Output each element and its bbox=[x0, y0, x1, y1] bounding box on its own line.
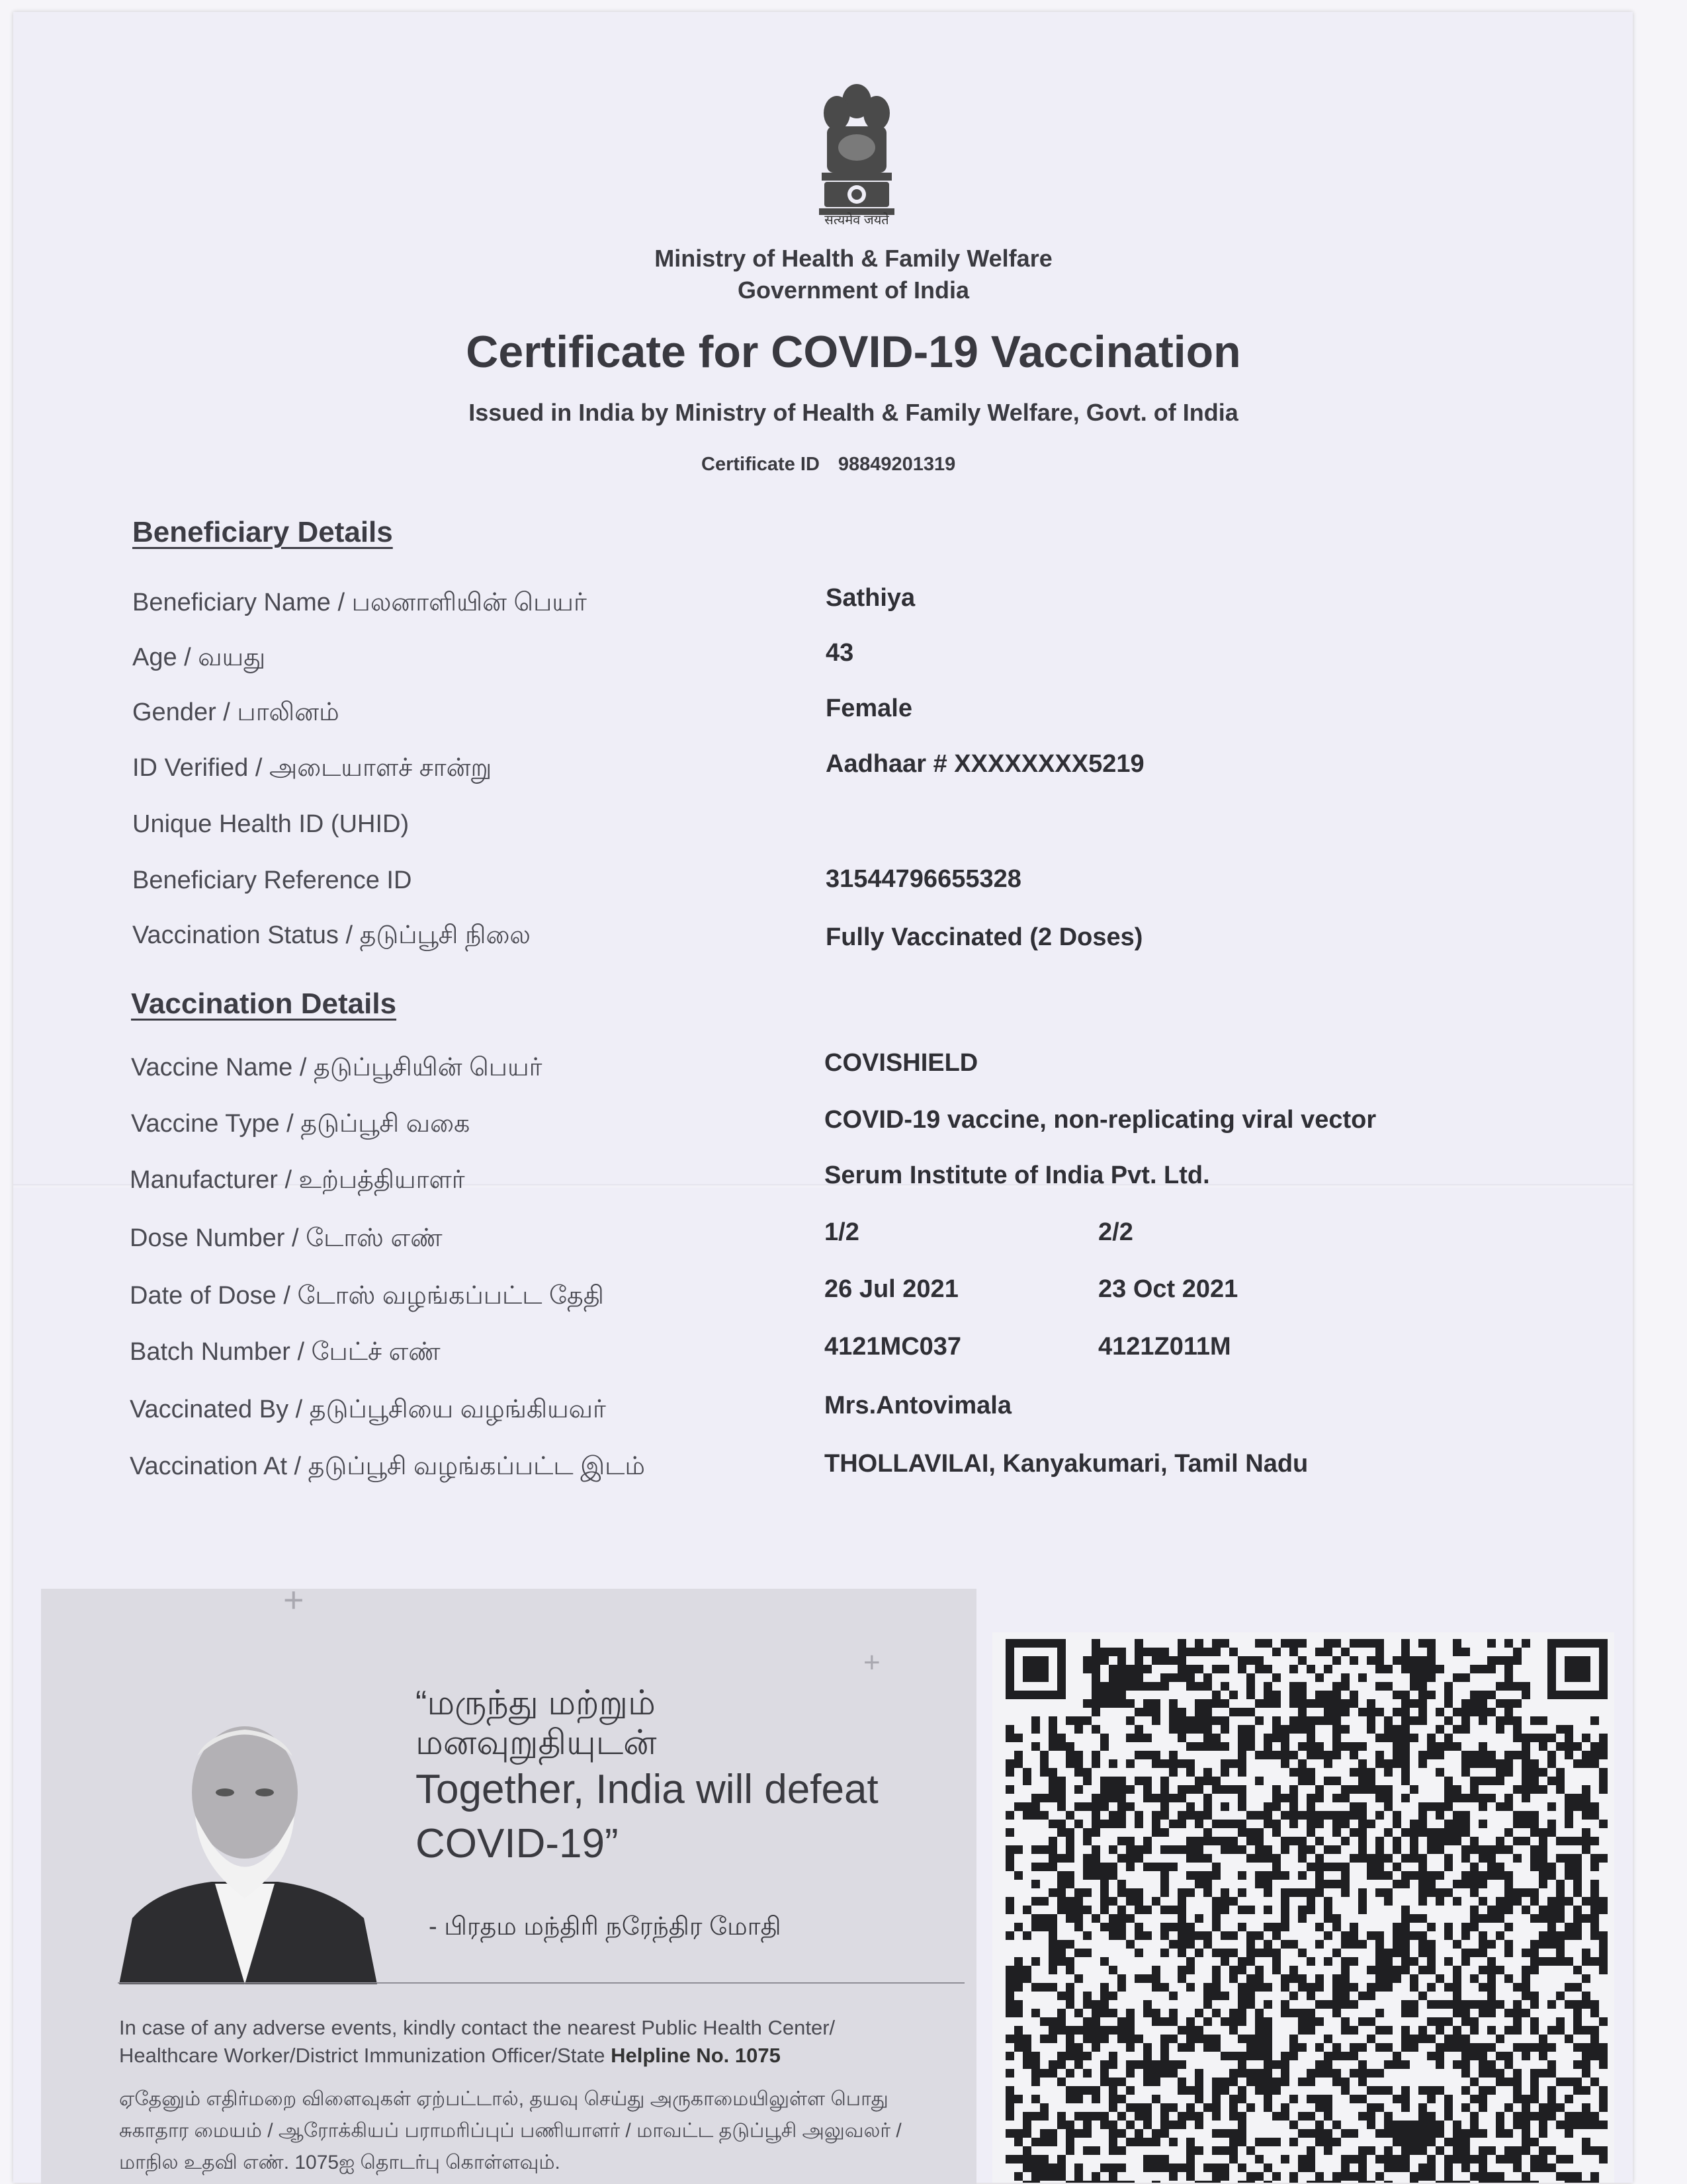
gender-value: Female bbox=[826, 694, 912, 722]
government-name: Government of India bbox=[737, 276, 970, 304]
vaccination-at-value: THOLLAVILAI, Kanyakumari, Tamil Nadu bbox=[824, 1450, 1309, 1478]
vaccine-name-value: COVISHIELD bbox=[824, 1049, 978, 1077]
vaccination-at-label: Vaccination At / தடுப்பூசி வழங்கப்பட்ட இடம் bbox=[130, 1452, 645, 1480]
emblem-motto: सत्यमेव जयते bbox=[824, 213, 889, 228]
qr-modules bbox=[1006, 1639, 1608, 2183]
uhid-label: Unique Health ID (UHID) bbox=[132, 810, 410, 838]
quote-tamil-line2: மனவுறுதியுடன் bbox=[415, 1724, 657, 1762]
ministry-name: Ministry of Health & Family Welfare bbox=[654, 245, 1053, 272]
reference-id-value: 31544796655328 bbox=[826, 865, 1021, 893]
plus-mark-icon: + bbox=[283, 1580, 304, 1620]
divider bbox=[118, 1982, 965, 1984]
quote bbox=[415, 1683, 879, 1871]
quote-tamil-line1: “மருந்து மற்றும் bbox=[415, 1684, 656, 1722]
qr-finder-pattern bbox=[1006, 1639, 1066, 1699]
prime-minister-portrait bbox=[112, 1700, 377, 1984]
vaccine-type-label: Vaccine Type / தடுப்பூசி வகை bbox=[131, 1110, 470, 1138]
helpline-notice-tamil: ஏதேனும் எதிர்மறை விளைவுகள் ஏற்பட்டால், தயவு செய்து அருகாமையிலுள்ள பொது சுகாதார மையம் / ஆரோக்கியப் பராமரிப்புப் பணியாளர் / மாவட்ட தடுப்பூசி அலுவலர் / மாநில உதவி எண். 1075ஐ தொடர்பு கொள்ளவும். bbox=[119, 2088, 902, 2173]
vaccination-details-heading: Vaccination Details bbox=[131, 987, 397, 1020]
qr-code bbox=[992, 1632, 1614, 2183]
certificate-subtitle: Issued in India by Ministry of Health & Family Welfare, Govt. of India bbox=[468, 399, 1238, 426]
id-verified-value: Aadhaar # XXXXXXXX5219 bbox=[826, 750, 1145, 778]
beneficiary-name-label: Beneficiary Name / பலனாளியின் பெயர் bbox=[132, 589, 587, 616]
vaccinated-by-label: Vaccinated By / தடுப்பூசியை வழங்கியவர் bbox=[130, 1396, 606, 1423]
certificate-id-value: 98849201319 bbox=[838, 454, 956, 475]
gender-label: Gender / பாலினம் bbox=[132, 698, 339, 726]
helpline-text: In case of any adverse events, kindly contact the nearest Public Health Center/ Healthcare Worker/District Immunization Officer/State bbox=[119, 2016, 836, 2067]
date-of-dose-2: 23 Oct 2021 bbox=[1098, 1275, 1238, 1303]
vaccination-status-value: Fully Vaccinated (2 Doses) bbox=[826, 923, 1143, 951]
age-value: 43 bbox=[826, 639, 854, 667]
age-label: Age / வயது bbox=[132, 644, 266, 671]
qr-finder-pattern bbox=[1547, 1639, 1608, 1699]
batch-number-2: 4121Z011M bbox=[1098, 1333, 1231, 1361]
beneficiary-name-value: Sathiya bbox=[826, 584, 916, 612]
batch-number-label: Batch Number / பேட்ச் எண் bbox=[130, 1338, 441, 1366]
vaccine-type-value: COVID-19 vaccine, non-replicating viral vector bbox=[824, 1106, 1377, 1134]
batch-number-1: 4121MC037 bbox=[824, 1333, 962, 1361]
vaccinated-by-value: Mrs.Antovimala bbox=[824, 1392, 1012, 1419]
manufacturer-label: Manufacturer / உற்பத்தியாளர் bbox=[130, 1166, 465, 1194]
beneficiary-details-heading: Beneficiary Details bbox=[132, 516, 393, 548]
certificate-id-label: Certificate ID bbox=[701, 454, 820, 475]
id-verified-label: ID Verified / அடையாளச் சான்று bbox=[132, 754, 492, 782]
quote-english-line1: Together, India will defeat bbox=[415, 1767, 879, 1812]
reference-id-label: Beneficiary Reference ID bbox=[132, 866, 412, 894]
dose-number-1: 1/2 bbox=[824, 1218, 859, 1246]
dose-number-2: 2/2 bbox=[1098, 1218, 1133, 1246]
certificate-id bbox=[701, 454, 955, 476]
vaccine-name-label: Vaccine Name / தடுப்பூசியின் பெயர் bbox=[131, 1054, 542, 1081]
plus-mark-icon: + bbox=[863, 1646, 881, 1679]
helpline-number: Helpline No. 1075 bbox=[611, 2044, 781, 2067]
certificate-title: Certificate for COVID-19 Vaccination bbox=[466, 327, 1241, 377]
date-of-dose-label: Date of Dose / டோஸ் வழங்கப்பட்ட தேதி bbox=[130, 1282, 604, 1310]
quote-english-line2: COVID-19” bbox=[415, 1821, 619, 1867]
helpline-notice bbox=[119, 2014, 939, 2070]
manufacturer-value: Serum Institute of India Pvt. Ltd. bbox=[824, 1161, 1210, 1189]
vaccination-status-label: Vaccination Status / தடுப்பூசி நிலை bbox=[132, 921, 531, 949]
dose-number-label: Dose Number / டோஸ் எண் bbox=[130, 1224, 443, 1252]
date-of-dose-1: 26 Jul 2021 bbox=[824, 1275, 959, 1303]
quote-attribution: - பிரதம மந்திரி நரேந்திர மோதி bbox=[429, 1913, 781, 1941]
